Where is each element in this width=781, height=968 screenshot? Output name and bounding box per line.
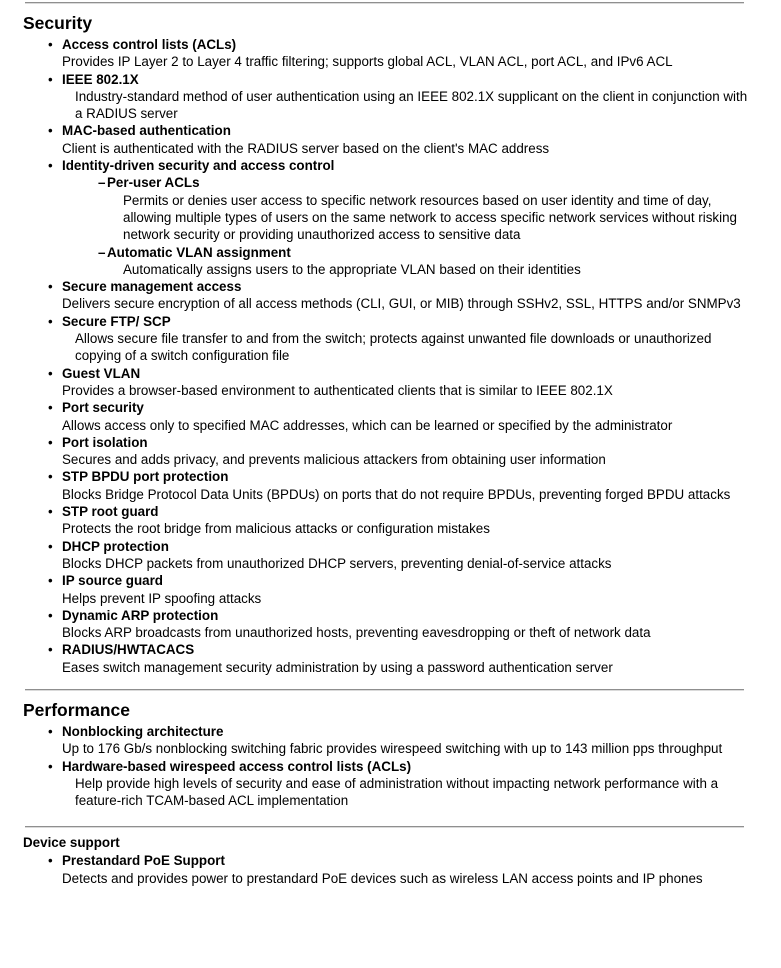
bullet-icon: • (48, 158, 53, 174)
section (23, 2, 748, 676)
bullet-icon: • (48, 365, 53, 381)
list-item (23, 641, 748, 676)
list-item (23, 36, 748, 71)
bullet-icon: • (48, 723, 53, 739)
feature-description: Allows secure file transfer to and from the switch; protects against unwanted file downloads or unauthorized copying of a switch configuration file (75, 331, 712, 364)
list-item (23, 313, 748, 365)
feature-title: STP root guard (62, 504, 159, 520)
bullet-icon: • (48, 37, 53, 52)
bullet-icon: • (48, 642, 53, 658)
subfeature-description: Automatically assigns users to the appropriate VLAN based on their identities (123, 261, 581, 277)
bullet-icon: • (48, 313, 53, 329)
feature-description: Allows access only to specified MAC addresses, which can be learned or specified by the administrator (62, 417, 673, 433)
section-divider (25, 2, 744, 4)
bullet-icon: • (48, 123, 53, 139)
list-item (23, 852, 748, 887)
bullet-icon: • (48, 279, 53, 295)
feature-description: Delivers secure encryption of all access methods (CLI, GUI, or MIB) through SSHv2, SSL, HTTPS and/or SNMPv3 (62, 296, 741, 312)
feature-description: Detects and provides power to prestandard PoE devices such as wireless LAN access points and IP phones (62, 870, 703, 886)
section-title: Performance (23, 699, 130, 720)
feature-description: Secures and adds privacy, and prevents malicious attackers from obtaining user information (62, 452, 606, 468)
feature-title: Identity-driven security and access control (62, 158, 335, 174)
feature-title: RADIUS/HWTACACS (62, 642, 195, 658)
feature-description: Protects the root bridge from malicious attacks or configuration mistakes (62, 521, 490, 537)
feature-title: MAC-based authentication (62, 123, 231, 139)
feature-description: Client is authenticated with the RADIUS server based on the client's MAC address (62, 140, 550, 156)
feature-description: Provides a browser-based environment to authenticated clients that is similar to IEEE 802.1X (62, 382, 613, 398)
feature-description: Blocks ARP broadcasts from unauthorized hosts, preventing eavesdropping or theft of network data (62, 625, 651, 641)
feature-description: Helps prevent IP spoofing attacks (62, 590, 262, 606)
feature-list (23, 36, 748, 676)
list-item (23, 122, 748, 157)
bullet-icon: • (48, 400, 53, 416)
feature-description: Up to 176 Gb/s nonblocking switching fabric provides wirespeed switching with up to 143 million pps throughput (62, 741, 723, 757)
list-item (23, 723, 748, 758)
feature-description: Provides IP Layer 2 to Layer 4 traffic filtering; supports global ACL, VLAN ACL, port ACL, and IPv6 ACL (62, 54, 673, 70)
list-item (23, 468, 748, 503)
section-title: Device support (23, 835, 120, 851)
feature-title: IEEE 802.1X (62, 71, 139, 87)
dash-icon: – (98, 175, 106, 191)
list-item (23, 607, 748, 642)
subfeature-title: Automatic VLAN assignment (107, 244, 291, 260)
subfeature-title: Per-user ACLs (107, 175, 200, 191)
feature-description: Industry-standard method of user authentication using an IEEE 802.1X supplicant on the client in conjunction with a RADIUS server (75, 88, 748, 122)
feature-title: Dynamic ARP protection (62, 607, 219, 623)
feature-title: Port security (62, 400, 144, 416)
section (23, 689, 748, 809)
list-item (23, 365, 748, 400)
feature-description: Blocks Bridge Protocol Data Units (BPDUs) on ports that do not require BPDUs, preventing forged BPDU attacks (62, 486, 731, 502)
list-item (23, 503, 748, 538)
feature-title: STP BPDU port protection (62, 469, 229, 485)
feature-description: Help provide high levels of security and ease of administration without impacting network performance with a feature-rich TCAM-based ACL implementation (75, 775, 719, 809)
bullet-icon: • (48, 538, 53, 554)
feature-title: Nonblocking architecture (62, 723, 224, 739)
section-divider (25, 826, 744, 828)
feature-title: Hardware-based wirespeed access control lists (ACLs) (62, 758, 412, 774)
feature-title: DHCP protection (62, 538, 169, 554)
list-item (23, 399, 748, 434)
bullet-icon: • (48, 573, 53, 589)
section (23, 826, 748, 887)
bullet-icon: • (48, 469, 53, 485)
feature-title: Secure management access (62, 279, 242, 295)
subfeature-item (62, 174, 748, 243)
feature-description: Blocks DHCP packets from unauthorized DHCP servers, preventing denial-of-service attacks (62, 555, 612, 571)
feature-title: Access control lists (ACLs) (62, 37, 237, 52)
dash-icon: – (98, 244, 106, 260)
section-divider (25, 689, 744, 691)
bullet-icon: • (48, 71, 53, 87)
bullet-icon: • (48, 758, 53, 774)
list-item (23, 278, 748, 313)
list-item (23, 758, 748, 810)
bullet-icon: • (48, 434, 53, 450)
list-item (23, 538, 748, 573)
list-item (23, 572, 748, 607)
feature-title: Secure FTP/ SCP (62, 313, 171, 329)
subfeature-item (62, 244, 748, 279)
section-title: Security (23, 13, 93, 33)
feature-description: Eases switch management security administration by using a password authentication server (62, 659, 613, 675)
bullet-icon: • (48, 607, 53, 623)
list-item (23, 71, 748, 123)
list-item (23, 157, 748, 278)
feature-list (23, 723, 748, 809)
feature-title: Guest VLAN (62, 365, 141, 381)
bullet-icon: • (48, 504, 53, 520)
feature-title: Port isolation (62, 434, 148, 450)
list-item (23, 434, 748, 469)
subfeature-list (62, 174, 748, 278)
feature-list (23, 852, 748, 887)
feature-title: Prestandard PoE Support (62, 853, 225, 869)
subfeature-description: Permits or denies user access to specific network resources based on user identity and time of day, allowing multiple types of users on the same network to access specific network services without risking network security or providing unauthorized access to sensitive data (123, 192, 738, 243)
feature-title: IP source guard (62, 573, 163, 589)
bullet-icon: • (48, 853, 53, 869)
